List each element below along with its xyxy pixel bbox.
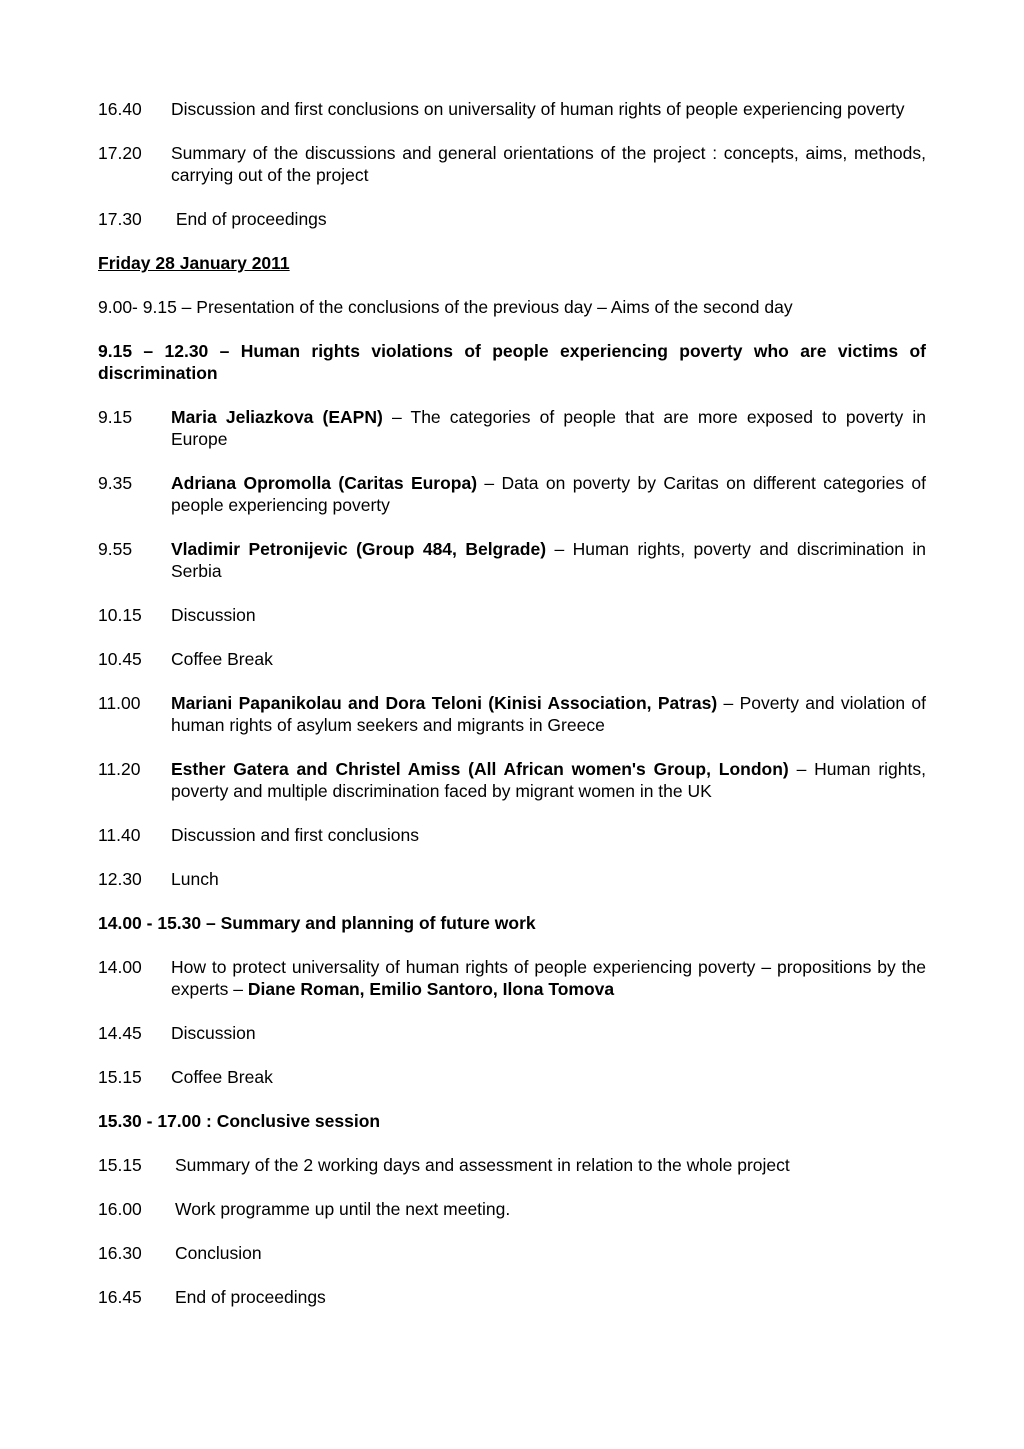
item-time: 11.00 xyxy=(98,693,141,713)
item-text: Discussion xyxy=(171,605,256,625)
speaker-name: Maria Jeliazkova (EAPN) xyxy=(171,407,383,427)
item-text: How to protect universality of human rights of people experiencing poverty – propositions by the experts – xyxy=(171,957,926,999)
agenda-item xyxy=(98,868,926,890)
item-time: 11.40 xyxy=(98,825,141,845)
session-heading: 9.15 – 12.30 – Human rights violations of people experiencing poverty who are victims of discrimination xyxy=(98,341,926,383)
agenda-item xyxy=(98,1242,926,1264)
item-time: 9.35 xyxy=(98,473,133,493)
item-time: 16.40 xyxy=(98,99,142,119)
speaker-name: Vladimir Petronijevic (Group 484, Belgrade) xyxy=(171,539,547,559)
item-text: Coffee Break xyxy=(171,649,273,669)
programme-page xyxy=(98,98,926,1330)
item-time: 14.00 xyxy=(98,957,142,977)
item-time: 15.15 xyxy=(98,1155,142,1175)
item-text: Summary of the 2 working days and assessment in relation to the whole project xyxy=(175,1155,790,1175)
item-text: Discussion xyxy=(171,1023,256,1043)
agenda-item xyxy=(98,604,926,626)
agenda-item xyxy=(98,538,926,582)
item-text: End of proceedings xyxy=(175,1287,326,1307)
item-time: 11.20 xyxy=(98,759,141,779)
session-heading: 15.30 - 17.00 : Conclusive session xyxy=(98,1111,381,1131)
item-time: 17.30 xyxy=(98,209,142,229)
item-text: – Human rights, poverty and discrimination in Serbia xyxy=(171,539,926,581)
item-time: 16.30 xyxy=(98,1243,142,1263)
item-text: – The categories of people that are more exposed to poverty in Europe xyxy=(171,407,926,449)
agenda-item xyxy=(98,98,926,120)
item-time: 10.15 xyxy=(98,605,142,625)
item-text: Discussion and first conclusions on universality of human rights of people experiencing poverty xyxy=(171,99,905,119)
item-time: 16.00 xyxy=(98,1199,142,1219)
item-text: Coffee Break xyxy=(171,1067,273,1087)
agenda-item xyxy=(98,406,926,450)
item-text: Work programme up until the next meeting. xyxy=(175,1199,511,1219)
item-text: End of proceedings xyxy=(171,209,327,229)
agenda-item xyxy=(98,1198,926,1220)
item-time: 9.55 xyxy=(98,539,133,559)
item-time: 17.20 xyxy=(98,143,142,163)
agenda-item xyxy=(98,472,926,516)
item-time: 9.15 xyxy=(98,407,133,427)
item-time: 16.45 xyxy=(98,1287,142,1307)
item-text: – Data on poverty by Caritas on different categories of people experiencing poverty xyxy=(171,473,926,515)
agenda-item xyxy=(98,1286,926,1308)
agenda-item xyxy=(98,1154,926,1176)
agenda-item xyxy=(98,824,926,846)
agenda-item xyxy=(98,956,926,1000)
item-text: Conclusion xyxy=(175,1243,262,1263)
intro-line: 9.00- 9.15 – Presentation of the conclusions of the previous day – Aims of the second day xyxy=(98,297,793,317)
agenda-item xyxy=(98,142,926,186)
item-time: 12.30 xyxy=(98,869,142,889)
day-heading: Friday 28 January 2011 xyxy=(98,253,290,273)
item-time: 15.15 xyxy=(98,1067,142,1087)
agenda-item xyxy=(98,1066,926,1088)
agenda-item xyxy=(98,692,926,736)
speaker-name: Adriana Opromolla (Caritas Europa) xyxy=(171,473,478,493)
agenda-item xyxy=(98,208,926,230)
item-text: Summary of the discussions and general orientations of the project : concepts, aims, methods, carrying out of the project xyxy=(171,143,926,185)
session-heading: 14.00 - 15.30 – Summary and planning of future work xyxy=(98,913,536,933)
speaker-name: Esther Gatera and Christel Amiss (All African women's Group, London) xyxy=(171,759,789,779)
speaker-names: Diane Roman, Emilio Santoro, Ilona Tomova xyxy=(247,979,615,999)
agenda-item xyxy=(98,758,926,802)
item-time: 14.45 xyxy=(98,1023,142,1043)
item-time: 10.45 xyxy=(98,649,142,669)
agenda-item xyxy=(98,648,926,670)
item-text: Discussion and first conclusions xyxy=(171,825,420,845)
item-text: – Poverty and violation of human rights of asylum seekers and migrants in Greece xyxy=(171,693,926,735)
speaker-name: Mariani Papanikolau and Dora Teloni (Kinisi Association, Patras) xyxy=(171,693,718,713)
item-text: Lunch xyxy=(171,869,219,889)
item-text: – Human rights, poverty and multiple discrimination faced by migrant women in the UK xyxy=(171,759,927,801)
agenda-item xyxy=(98,1022,926,1044)
